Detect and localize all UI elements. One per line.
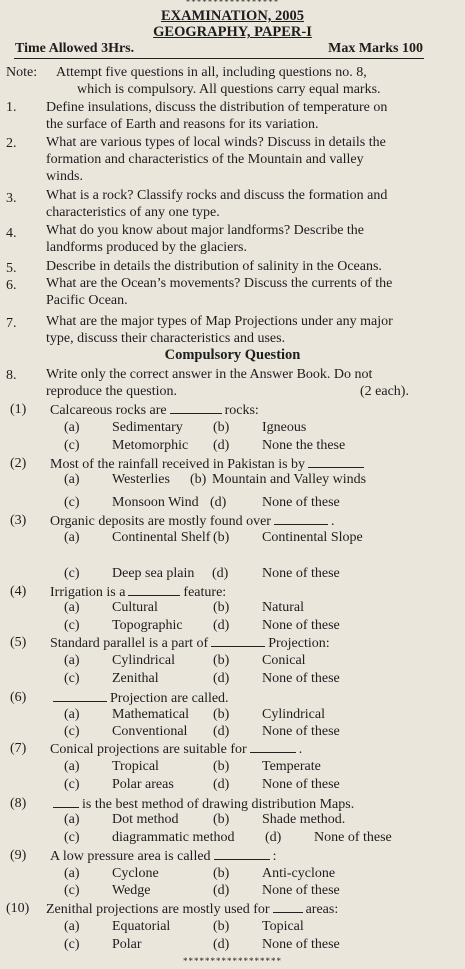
mcq-stem bbox=[50, 634, 330, 652]
option-label: (d) bbox=[212, 566, 229, 581]
mcq-number: (8) bbox=[10, 796, 27, 811]
option-d: None of these bbox=[262, 566, 340, 581]
mcq-stem bbox=[46, 900, 338, 918]
option-b: Temperate bbox=[262, 759, 321, 774]
note-line-1: Attempt five questions in all, including questions no. 8, bbox=[56, 65, 367, 80]
mcq-stem-pre: A low pressure area is called bbox=[50, 849, 211, 864]
question-line: winds. bbox=[46, 169, 83, 184]
question-number: 4. bbox=[6, 226, 17, 241]
option-c: Conventional bbox=[112, 724, 188, 739]
option-label: (d) bbox=[265, 830, 282, 845]
question-line: characteristics of any one type. bbox=[46, 205, 220, 220]
option-b: Shade method. bbox=[262, 812, 346, 827]
mcq-stem-pre: Organic deposits are mostly found over bbox=[50, 514, 271, 529]
answer-blank bbox=[273, 900, 303, 913]
option-a: Westerlies bbox=[112, 472, 170, 487]
answer-blank bbox=[250, 740, 296, 753]
compulsory-heading: Compulsory Question bbox=[164, 347, 301, 363]
option-a: Sedimentary bbox=[112, 420, 183, 435]
question-line: type, discuss their characteristics and uses. bbox=[46, 331, 286, 346]
option-c: Metomorphic bbox=[112, 438, 189, 453]
option-label: (b) bbox=[213, 707, 230, 722]
option-label: (d) bbox=[213, 883, 230, 898]
mcq-number: (10) bbox=[6, 901, 30, 916]
option-label: (d) bbox=[213, 937, 230, 952]
option-label: (b) bbox=[213, 420, 230, 435]
option-label: (c) bbox=[64, 830, 80, 845]
option-a: Dot method bbox=[112, 812, 179, 827]
mcq-stem-post: rocks: bbox=[224, 403, 259, 418]
question-number: 3. bbox=[6, 191, 17, 206]
option-c: Polar bbox=[112, 937, 142, 952]
option-label: (d) bbox=[213, 777, 230, 792]
option-d: None of these bbox=[262, 724, 340, 739]
option-a: Cyclone bbox=[112, 866, 159, 881]
option-label: (a) bbox=[64, 600, 80, 615]
note-line-2: which is compulsory. All questions carry equal marks. bbox=[77, 82, 381, 97]
mcq-stem-pre: Calcareous rocks are bbox=[50, 403, 167, 418]
exam-title: EXAMINATION, 2005 bbox=[160, 8, 305, 24]
mcq-number: (3) bbox=[10, 513, 27, 528]
paper-subtitle: GEOGRAPHY, PAPER-I bbox=[153, 24, 312, 40]
option-label: (b) bbox=[213, 919, 230, 934]
question-line: What are the major types of Map Projections under any major bbox=[46, 314, 393, 329]
mcq-number: (2) bbox=[10, 456, 27, 471]
mcq-number: (1) bbox=[10, 402, 27, 417]
option-label: (d) bbox=[210, 495, 227, 510]
question-line: the surface of Earth and reasons for its variation. bbox=[46, 117, 319, 132]
option-a: Cultural bbox=[112, 600, 158, 615]
option-label: (c) bbox=[64, 937, 80, 952]
mcq-stem-pre: Standard parallel is a part of bbox=[50, 636, 209, 651]
option-label: (b) bbox=[213, 600, 230, 615]
option-a: Equatorial bbox=[112, 919, 171, 934]
mcq-number: (6) bbox=[10, 690, 27, 705]
option-label: (c) bbox=[64, 495, 80, 510]
question-line: Define insulations, discuss the distribution of temperature on bbox=[46, 100, 388, 115]
option-d: None of these bbox=[262, 618, 340, 633]
option-c: Polar areas bbox=[112, 777, 174, 792]
option-c: Zenithal bbox=[112, 671, 159, 686]
option-d: None of these bbox=[262, 671, 340, 686]
option-c: Deep sea plain bbox=[112, 566, 195, 581]
mcq-stem bbox=[50, 689, 229, 707]
question-line: What are various types of local winds? Discuss in details the bbox=[46, 135, 386, 150]
mcq-number: (4) bbox=[10, 584, 27, 599]
max-marks: Max Marks 100 bbox=[328, 41, 423, 56]
option-label: (b) bbox=[213, 653, 230, 668]
option-label: (a) bbox=[64, 866, 80, 881]
time-allowed: Time Allowed 3Hrs. bbox=[15, 41, 135, 56]
option-label: (b) bbox=[213, 530, 230, 545]
question-number: 6. bbox=[6, 278, 17, 293]
compulsory-line-1: Write only the correct answer in the Answer Book. Do not bbox=[46, 367, 373, 382]
option-c: diagrammatic method bbox=[112, 830, 235, 845]
mcq-stem-post: : bbox=[272, 849, 277, 864]
option-b: Continental Slope bbox=[262, 530, 363, 545]
option-label: (c) bbox=[64, 724, 80, 739]
mcq-stem-post: is the best method of drawing distribution Maps. bbox=[82, 797, 355, 812]
option-c: Wedge bbox=[112, 883, 151, 898]
mcq-stem bbox=[50, 401, 259, 419]
mcq-stem-post: Projection: bbox=[268, 636, 330, 651]
option-b: Igneous bbox=[262, 420, 307, 435]
question-line: What are the Ocean’s movements? Discuss the currents of the bbox=[46, 276, 393, 291]
mcq-stem bbox=[50, 740, 302, 758]
option-label: (d) bbox=[213, 724, 230, 739]
answer-blank bbox=[211, 634, 265, 647]
question-number: 2. bbox=[6, 136, 17, 151]
question-line: formation and characteristics of the Mountain and valley bbox=[46, 152, 364, 167]
option-d: None of these bbox=[262, 777, 340, 792]
option-label: (a) bbox=[64, 530, 80, 545]
answer-blank bbox=[53, 795, 79, 808]
question-number: 7. bbox=[6, 316, 17, 331]
compulsory-marks: (2 each). bbox=[360, 384, 409, 399]
option-b: Natural bbox=[262, 600, 304, 615]
answer-blank bbox=[53, 689, 107, 702]
option-label: (a) bbox=[64, 472, 80, 487]
mcq-stem-post: Projection are called. bbox=[110, 691, 229, 706]
option-c: Topographic bbox=[112, 618, 183, 633]
option-label: (c) bbox=[64, 777, 80, 792]
mcq-stem-post: . bbox=[298, 742, 303, 757]
option-label: (a) bbox=[64, 919, 80, 934]
mcq-stem-pre: Conical projections are suitable for bbox=[50, 742, 247, 757]
question-line: What do you know about major landforms? Describe the bbox=[46, 223, 365, 238]
compulsory-line-2: reproduce the question. bbox=[46, 384, 178, 399]
mcq-stem-post: areas: bbox=[305, 902, 339, 917]
question-number: 8. bbox=[6, 368, 17, 383]
option-label: (c) bbox=[64, 671, 80, 686]
option-a: Tropical bbox=[112, 759, 159, 774]
option-d: None of these bbox=[314, 830, 392, 845]
option-label: (c) bbox=[64, 883, 80, 898]
question-line: What is a rock? Classify rocks and discuss the formation and bbox=[46, 188, 388, 203]
option-b: Topical bbox=[262, 919, 304, 934]
option-c: Monsoon Wind bbox=[112, 495, 199, 510]
mcq-stem bbox=[50, 512, 334, 530]
answer-blank bbox=[308, 455, 364, 468]
option-label: (a) bbox=[64, 759, 80, 774]
question-line: landforms produced by the glaciers. bbox=[46, 240, 247, 255]
option-label: (b) bbox=[213, 866, 230, 881]
mcq-number: (7) bbox=[10, 741, 27, 756]
answer-blank bbox=[128, 583, 180, 596]
option-label: (d) bbox=[213, 438, 230, 453]
option-label: (b) bbox=[213, 812, 230, 827]
option-label: (b) bbox=[213, 759, 230, 774]
option-d: None of these bbox=[262, 495, 340, 510]
question-line: Pacific Ocean. bbox=[46, 293, 128, 308]
mcq-stem-pre: Most of the rainfall received in Pakistan is by bbox=[50, 457, 306, 472]
option-label: (a) bbox=[64, 653, 80, 668]
mcq-number: (5) bbox=[10, 635, 27, 650]
header-rule bbox=[14, 58, 424, 59]
option-label: (a) bbox=[64, 420, 80, 435]
option-d: None of these bbox=[262, 937, 340, 952]
option-label: (c) bbox=[64, 438, 80, 453]
question-number: 5. bbox=[6, 261, 17, 276]
answer-blank bbox=[170, 401, 222, 414]
option-label: (d) bbox=[213, 671, 230, 686]
option-b: Anti-cyclone bbox=[262, 866, 336, 881]
option-d: None of these bbox=[262, 883, 340, 898]
question-number: 1. bbox=[6, 100, 17, 115]
option-d: None the these bbox=[262, 438, 346, 453]
option-label: (c) bbox=[64, 566, 80, 581]
answer-blank bbox=[214, 847, 270, 860]
mcq-number: (9) bbox=[10, 848, 27, 863]
option-b: Mountain and Valley winds bbox=[212, 472, 367, 487]
mcq-stem-post: feature: bbox=[183, 585, 227, 600]
option-b: Conical bbox=[262, 653, 306, 668]
option-label: (a) bbox=[64, 707, 80, 722]
option-a: Continental Shelf bbox=[112, 530, 211, 545]
option-b: Cylindrical bbox=[262, 707, 325, 722]
note-label: Note: bbox=[6, 65, 38, 80]
option-a: Mathematical bbox=[112, 707, 189, 722]
option-label: (d) bbox=[213, 618, 230, 633]
option-a: Cylindrical bbox=[112, 653, 175, 668]
option-label: (b) bbox=[190, 472, 207, 487]
mcq-stem-pre: Irrigation is a bbox=[50, 585, 126, 600]
top-stars: ***************** bbox=[185, 0, 280, 7]
bottom-stars: ****************** bbox=[183, 956, 282, 966]
mcq-stem-post: . bbox=[330, 514, 335, 529]
question-line: Describe in details the distribution of salinity in the Oceans. bbox=[46, 259, 382, 274]
option-label: (a) bbox=[64, 812, 80, 827]
mcq-stem-pre: Zenithal projections are mostly used for bbox=[46, 902, 270, 917]
answer-blank bbox=[274, 512, 328, 525]
option-label: (c) bbox=[64, 618, 80, 633]
mcq-stem bbox=[50, 847, 276, 865]
